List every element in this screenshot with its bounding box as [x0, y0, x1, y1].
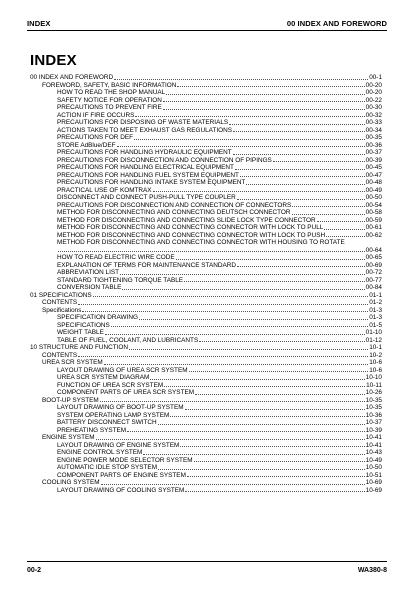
index-entry[interactable]: [30, 119, 382, 127]
dot-leader: [240, 176, 365, 177]
index-entry-title: TABLE OF FUEL, COOLANT, AND LUBRICANTS: [57, 336, 199, 344]
dot-leader: [199, 341, 364, 342]
index-entry-page: 10-35: [365, 404, 382, 411]
dot-leader: [292, 214, 365, 215]
index-entry-title: METHOD FOR DISCONNECTING AND CONNECTING CONNECTOR WITH HOUSING TO ROTATE: [57, 239, 345, 246]
index-entry-page: 00-33: [365, 119, 382, 126]
index-entry-page: 00-72: [365, 269, 382, 276]
dot-leader: [194, 461, 365, 462]
index-entry[interactable]: [30, 487, 382, 495]
index-entry-title: PRECAUTIONS FOR DISCONNECTION AND CONNECTION OF CONNECTORS: [57, 201, 292, 209]
index-entry[interactable]: [30, 112, 382, 120]
dot-leader: [101, 484, 365, 485]
index-entry[interactable]: [30, 419, 382, 427]
dot-leader: [246, 184, 364, 185]
index-entry[interactable]: [30, 164, 382, 172]
index-entry[interactable]: [30, 344, 382, 352]
page-header: [27, 17, 387, 29]
index-entry-page: 01-5: [369, 321, 382, 329]
dot-leader: [185, 409, 365, 410]
index-entry-page: 00-1: [369, 74, 382, 81]
index-entry[interactable]: [30, 254, 382, 262]
index-entry[interactable]: [30, 412, 382, 420]
index-entry[interactable]: [30, 404, 382, 412]
index-entry-title: HOW TO READ THE SHOP MANUAL: [57, 89, 166, 96]
index-entry-page: 00-69: [365, 261, 382, 269]
header-rule: [27, 30, 387, 31]
dot-leader: [134, 139, 365, 140]
index-entry-page: 01-3: [369, 306, 382, 314]
dot-leader: [78, 356, 368, 357]
index-entry-title: ENGINE POWER MODE SELECTOR SYSTEM: [57, 456, 193, 464]
dot-leader: [120, 274, 365, 275]
dot-leader: [176, 259, 365, 260]
index-entry-page: 00-48: [365, 179, 382, 186]
index-entry-page: 00-47: [365, 171, 382, 179]
dot-leader: [117, 146, 365, 147]
index-entry-page: 00-36: [365, 141, 382, 149]
index-entry-page: 00-32: [365, 111, 382, 119]
index-entry[interactable]: [30, 74, 382, 82]
dot-leader: [187, 476, 365, 477]
index-entry-page: 00-37: [365, 149, 382, 156]
page-title: INDEX: [30, 52, 77, 69]
index-entry-page: 00-59: [365, 216, 382, 224]
index-entry-title: COMPONENT PARTS OF UREA SCR SYSTEM: [57, 389, 195, 396]
index-entry-title: SYSTEM OPERATING LAMP SYSTEM: [57, 411, 170, 419]
index-entry-page: 10-11: [366, 381, 382, 389]
index-entry[interactable]: [30, 442, 382, 450]
index-entry-title: ABBREVIATION LIST: [57, 269, 120, 276]
index-entry-page: 01-2: [369, 299, 382, 306]
index-entry-title: FOREWORD, SAFETY, BASIC INFORMATION: [42, 81, 177, 89]
dot-leader: [129, 349, 368, 350]
index-entry-page: 10-69: [365, 479, 382, 486]
index-entry-title: METHOD FOR DISCONNECTING AND CONNECTING CONNECTOR WITH LOCK TO PULL: [57, 224, 324, 231]
index-entry-title: LAYOUT DRAWING OF COOLING SYSTEM: [57, 486, 185, 494]
header-chapter-title: 00 INDEX AND FOREWORD: [286, 18, 387, 28]
index-entry-title: ACTIONS TAKEN TO MEET EXHAUST GAS REGULATIONS: [57, 126, 232, 134]
index-entry-page: 10-6: [369, 366, 382, 374]
index-entry-title: METHOD FOR DISCONNECTING AND CONNECTING SLIDE LOCK TYPE CONNECTOR: [57, 216, 316, 224]
footer-page-number: 00-2: [27, 566, 42, 574]
dot-leader: [150, 379, 364, 380]
index-entry[interactable]: [30, 142, 382, 150]
index-entry-page: 01-1: [369, 291, 382, 299]
index-entry-page: 10-43: [365, 449, 382, 456]
index-entry-title: PRACTICAL USE OF KOMTRAX: [57, 186, 152, 194]
dot-leader: [235, 169, 365, 170]
index-entry[interactable]: [30, 359, 382, 367]
index-entry-page: 10-49: [365, 456, 382, 464]
index-entry[interactable]: [30, 464, 382, 472]
index-entry[interactable]: [30, 397, 382, 405]
index-entry[interactable]: [30, 194, 382, 202]
index-entry-title: PRECAUTIONS FOR HANDLING FUEL SYSTEM EQUIPMENT: [57, 171, 239, 179]
dot-leader: [127, 431, 365, 432]
dot-leader: [164, 386, 365, 387]
index-entry-page: 00-39: [365, 156, 382, 164]
index-entry[interactable]: [30, 299, 382, 307]
dot-leader: [58, 251, 365, 252]
page-footer: [27, 564, 387, 576]
footer-model-code: WA380-8: [357, 566, 387, 574]
index-entry-page: 00-45: [365, 164, 382, 171]
index-entry-title: 00 INDEX AND FOREWORD: [30, 74, 114, 81]
index-entry-page: 01-3: [369, 314, 382, 321]
index-entry[interactable]: [30, 202, 382, 210]
index-entry[interactable]: [30, 329, 382, 337]
index-entry-page: 01-12: [365, 336, 382, 344]
dot-leader: [273, 161, 365, 162]
index-entry-title: LAYOUT DRAWING OF UREA SCR SYSTEM: [57, 366, 188, 374]
index-entry-title: UREA SCR SYSTEM DIAGRAM: [57, 374, 150, 381]
index-entry[interactable]: [30, 367, 382, 375]
dot-leader: [195, 394, 365, 395]
index-entry-title: BOOT-UP SYSTEM: [42, 396, 99, 404]
index-entry-title: WEIGHT TABLE: [57, 329, 104, 336]
index-entry[interactable]: [30, 284, 382, 292]
index-entry-title: PRECAUTIONS FOR HANDLING HYDRAULIC EQUIPMENT: [57, 149, 232, 156]
index-entry-page: 00-49: [365, 186, 382, 194]
dot-leader: [158, 424, 365, 425]
dot-leader: [153, 191, 365, 192]
dot-leader: [114, 79, 368, 80]
dot-leader: [237, 199, 365, 200]
index-entry-title: METHOD FOR DISCONNECTING AND CONNECTING DEUTSCH CONNECTOR: [57, 209, 291, 216]
dot-leader: [100, 401, 365, 402]
index-entry-title: AUTOMATIC IDLE STOP SYSTEM: [57, 464, 158, 471]
index-entry-title: PRECAUTIONS FOR DEF: [57, 134, 133, 141]
index-entry-page: 00-84: [365, 284, 382, 291]
dot-leader: [104, 364, 368, 365]
index-entry-title: PREHEATING SYSTEM: [57, 426, 127, 434]
index-entry[interactable]: [30, 374, 382, 382]
index-entry[interactable]: [30, 157, 382, 165]
index-entry-page: 10-26: [365, 389, 382, 396]
index-entry-page: 01-10: [365, 329, 382, 336]
index-entry[interactable]: [30, 277, 382, 285]
dot-leader: [78, 304, 368, 305]
index-entry-title: FUNCTION OF UREA SCR SYSTEM: [57, 381, 164, 389]
index-entry-title: ENGINE SYSTEM: [42, 434, 95, 441]
index-entry-page: 10-41: [365, 441, 382, 449]
dot-leader: [233, 131, 365, 132]
dot-leader: [105, 334, 365, 335]
index-entry[interactable]: [30, 269, 382, 277]
dot-leader: [237, 266, 365, 267]
index-entry-title: 10 STRUCTURE AND FUNCTION: [30, 344, 128, 351]
index-entry-title: SPECIFICATIONS: [57, 321, 110, 329]
index-entry-page: 10-41: [365, 434, 382, 441]
dot-leader: [143, 454, 364, 455]
index-entry[interactable]: [30, 224, 382, 232]
index-list: [30, 74, 382, 494]
index-entry-title: COOLING SYSTEM: [42, 479, 100, 486]
index-entry[interactable]: [30, 217, 382, 225]
index-entry[interactable]: [30, 322, 382, 330]
index-entry[interactable]: [30, 149, 382, 157]
dot-leader: [189, 371, 369, 372]
index-entry-page: 00-61: [365, 224, 382, 231]
index-entry-title: PRECAUTIONS FOR DISPOSING OF WASTE MATERIALS: [57, 119, 229, 126]
index-entry-title: PRECAUTIONS FOR HANDLING ELECTRICAL EQUIPMENT: [57, 164, 234, 171]
index-entry[interactable]: [30, 479, 382, 487]
dot-leader: [324, 229, 364, 230]
index-entry[interactable]: [30, 337, 382, 345]
index-entry-title: METHOD FOR DISCONNECTING AND CONNECTING CONNECTOR WITH LOCK TO PUSH: [57, 231, 326, 239]
index-entry-title: PRECAUTIONS FOR HANDLING INTAKE SYSTEM EQUIPMENT: [57, 179, 246, 186]
index-entry-page: 00-58: [365, 209, 382, 216]
index-entry[interactable]: [30, 314, 382, 322]
index-entry-page: 00-77: [365, 276, 382, 284]
index-entry-title: LAYOUT DRAWING OF ENGINE SYSTEM: [57, 441, 180, 449]
dot-leader: [93, 296, 369, 297]
index-entry-page: 10-39: [365, 426, 382, 434]
dot-leader: [96, 439, 365, 440]
index-entry[interactable]: [30, 232, 382, 240]
footer-rule: [27, 561, 387, 562]
index-entry-title: EXPLANATION OF TERMS FOR MAINTENANCE STANDARD: [57, 261, 236, 269]
index-entry-title: UREA SCR SYSTEM: [42, 359, 103, 366]
index-entry[interactable]: [30, 457, 382, 465]
dot-leader: [122, 289, 364, 290]
index-entry[interactable]: [30, 449, 382, 457]
index-entry-page: 10-10: [365, 374, 382, 381]
dot-leader: [233, 154, 365, 155]
index-entry[interactable]: [30, 434, 382, 442]
index-entry-title: 01 SPECIFICATIONS: [30, 291, 92, 299]
index-entry-title: DISCONNECT AND CONNECT PUSH-PULL TYPE COUPLER: [57, 194, 236, 201]
index-entry-title: PRECAUTIONS FOR DISCONNECTION AND CONNECTION OF PIPINGS: [57, 156, 272, 164]
index-entry[interactable]: [30, 97, 382, 105]
index-entry[interactable]: [30, 104, 382, 112]
dot-leader: [163, 101, 365, 102]
dot-leader: [292, 206, 364, 207]
dot-leader: [163, 109, 365, 110]
index-entry[interactable]: [30, 262, 382, 270]
index-entry[interactable]: [30, 209, 382, 217]
dot-leader: [135, 116, 364, 117]
index-entry-title: SAFETY NOTICE FOR OPERATION: [57, 96, 162, 104]
dot-leader: [185, 491, 364, 492]
index-entry-page: 10-1: [369, 344, 382, 351]
index-entry-page: 00-50: [365, 194, 382, 201]
index-entry-page: 10-35: [365, 396, 382, 404]
index-entry-title: Specifications: [42, 306, 82, 314]
dot-leader: [184, 281, 365, 282]
index-entry[interactable]: [30, 127, 382, 135]
index-entry[interactable]: [30, 89, 382, 97]
index-entry[interactable]: [30, 427, 382, 435]
index-entry-page: 00-64: [365, 246, 382, 254]
index-entry-page: 10-69: [365, 486, 382, 494]
index-entry-title: COMPONENT PARTS OF ENGINE SYSTEM: [57, 471, 186, 479]
index-entry-page: 00-54: [365, 201, 382, 209]
index-entry[interactable]: [30, 179, 382, 187]
index-entry[interactable]: [30, 239, 382, 247]
index-entry-page: 10-37: [365, 419, 382, 426]
index-entry[interactable]: [30, 352, 382, 360]
index-entry[interactable]: [30, 187, 382, 195]
dot-leader: [170, 416, 364, 417]
dot-leader: [158, 469, 365, 470]
index-entry-page: 00-35: [365, 134, 382, 141]
index-entry-title: BATTERY DISCONNECT SWITCH: [57, 419, 157, 426]
index-entry-page: 00-65: [365, 254, 382, 261]
index-entry-page: 00-30: [365, 104, 382, 111]
dot-leader: [317, 221, 365, 222]
dot-leader: [229, 124, 364, 125]
index-entry[interactable]: [30, 389, 382, 397]
index-entry-page: 00-20: [365, 81, 382, 89]
index-entry[interactable]: [30, 134, 382, 142]
index-entry-page: 00-34: [365, 126, 382, 134]
index-entry-title: STORE AdBlue/DEF: [57, 141, 116, 149]
index-entry-title: STANDARD TIGHTENING TORQUE TABLE: [57, 276, 184, 284]
index-entry[interactable]: [30, 82, 382, 90]
dot-leader: [180, 446, 364, 447]
index-entry[interactable]: [30, 247, 382, 255]
index-entry-title: ENGINE CONTROL SYSTEM: [57, 449, 143, 456]
index-entry-page: 10-6: [369, 359, 382, 366]
index-entry-page: 10-51: [365, 471, 382, 479]
header-section-label: INDEX: [27, 18, 51, 28]
dot-leader: [177, 86, 364, 87]
index-entry[interactable]: [30, 382, 382, 390]
index-entry-title: CONTENTS: [42, 351, 78, 359]
dot-leader: [82, 311, 368, 312]
index-entry[interactable]: [30, 472, 382, 480]
dot-leader: [326, 236, 365, 237]
index-entry-page: 00-62: [365, 231, 382, 239]
index-entry-title: LAYOUT DRAWING OF BOOT-UP SYSTEM: [57, 404, 184, 411]
index-entry-page: 10-36: [365, 411, 382, 419]
index-entry-title: ACTION IF FIRE OCCURS: [57, 111, 135, 119]
dot-leader: [111, 326, 368, 327]
dot-leader: [139, 319, 368, 320]
index-entry[interactable]: [30, 172, 382, 180]
index-entry[interactable]: [30, 307, 382, 315]
index-entry-title: PRECAUTIONS TO PREVENT FIRE: [57, 104, 162, 111]
dot-leader: [166, 94, 364, 95]
index-entry-page: 10-2: [369, 351, 382, 359]
index-entry-page: 10-50: [365, 464, 382, 471]
index-entry-page: 00-20: [365, 89, 382, 96]
index-entry-title: CONVERSION TABLE: [57, 284, 122, 291]
index-entry-page: 00-22: [365, 96, 382, 104]
index-entry-title: CONTENTS: [42, 299, 78, 306]
index-entry-title: HOW TO READ ELECTRIC WIRE CODE: [57, 254, 175, 261]
index-entry-title: SPECIFICATION DRAWING: [57, 314, 138, 321]
index-entry[interactable]: [30, 292, 382, 300]
